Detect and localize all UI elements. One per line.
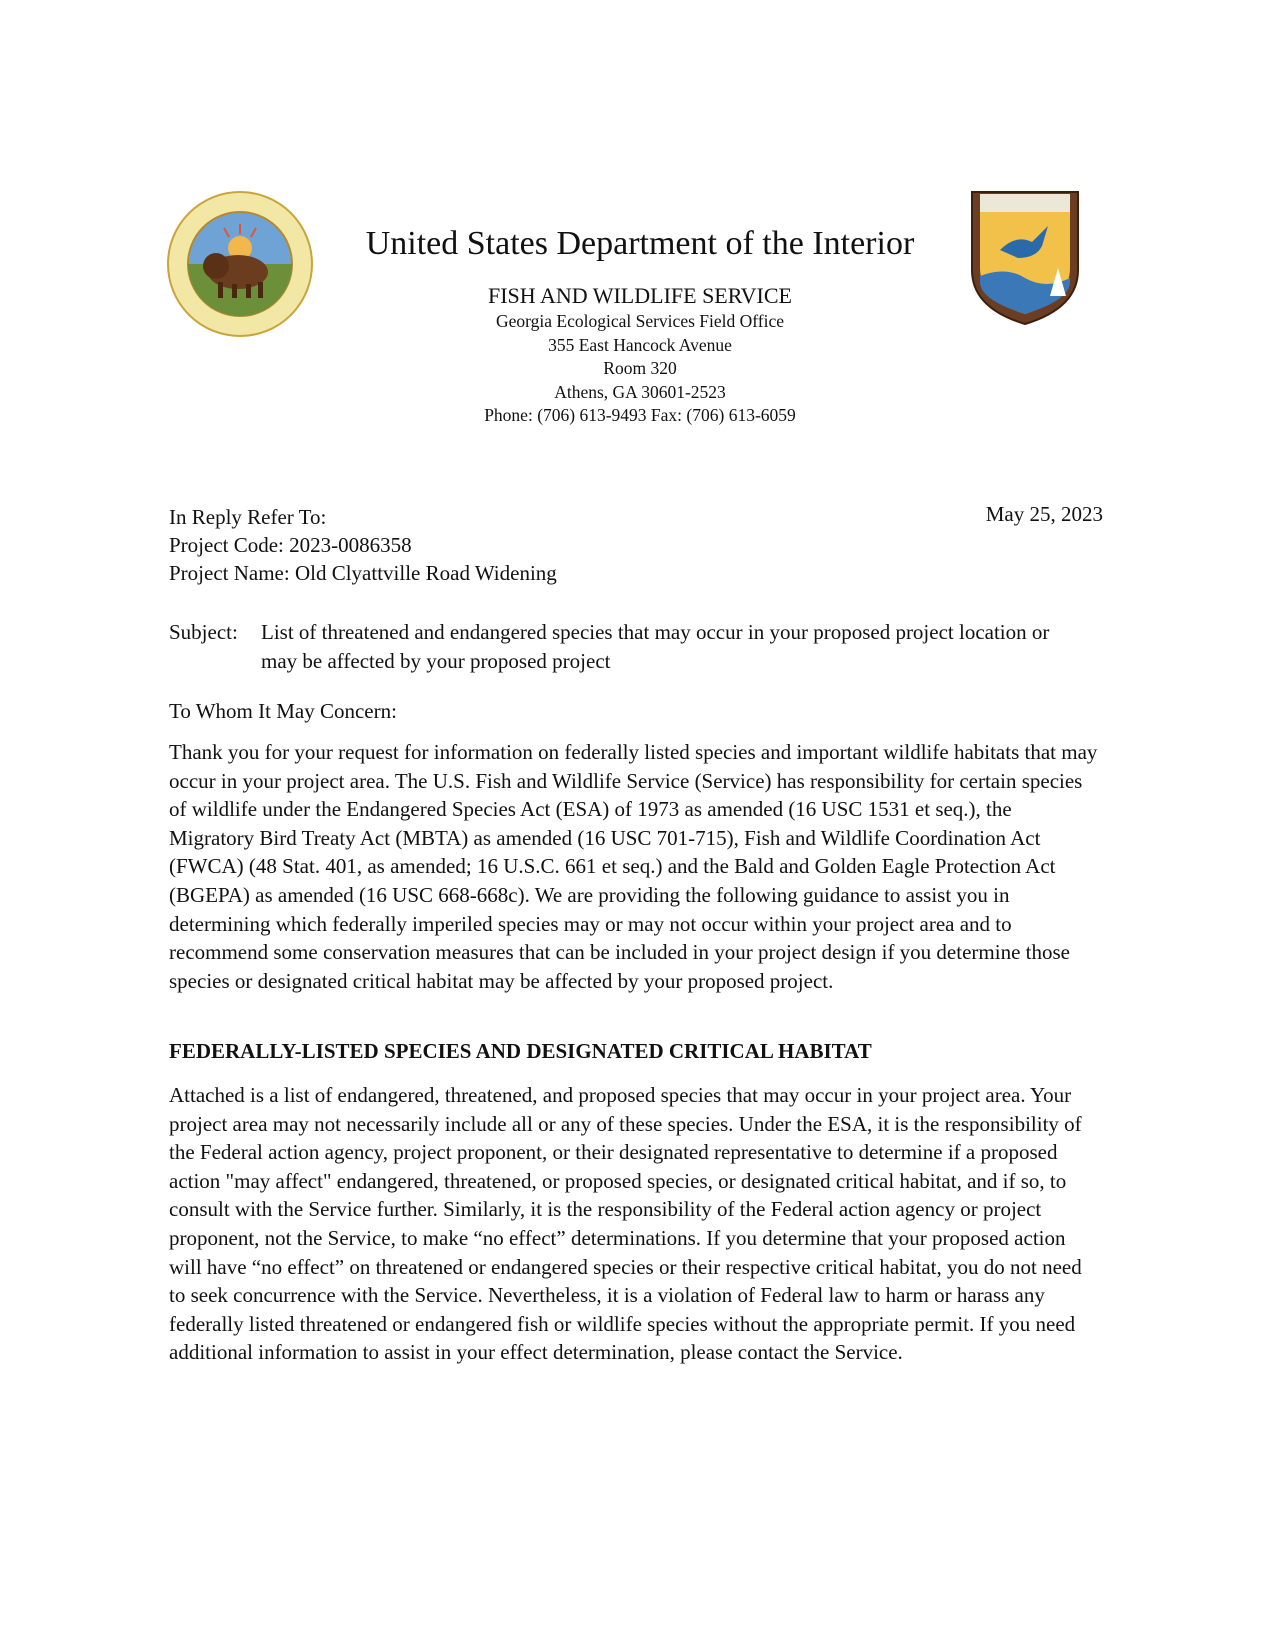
reply-refer-label: In Reply Refer To:	[169, 505, 327, 529]
city-state-zip: Athens, GA 30601-2523	[554, 381, 726, 402]
project-name: Project Name: Old Clyattville Road Widening	[169, 561, 557, 585]
fish-wildlife-service-shield-icon	[966, 186, 1084, 328]
project-code: Project Code: 2023-0086358	[169, 533, 412, 557]
subject-line	[169, 618, 1069, 676]
department-of-interior-seal-icon	[166, 190, 314, 338]
listed-species-paragraph: Attached is a list of endangered, threatened, and proposed species that may occur in your project area. Your project area may not necessarily include all or any of these species. Under the ESA, it is the responsibility of the Federal action agency, project proponent, or their designated representative to determine if a proposed action "may affect" endangered, threatened, or proposed species, or designated critical habitat, and if so, to consult with the Service further. Similarly, it is the responsibility of the Federal action agency or project proponent, not the Service, to make “no effect” determinations. If you determine that your proposed action will have “no effect” on threatened or endangered species or their respective critical habitat, you do not need to seek concurrence with the Service. Nevertheless, it is a violation of Federal law to harm or harass any federally listed threatened or endangered fish or wildlife species without the appropriate permit. If you need additional information to assist in your effect determination, please contact the Service.	[169, 1083, 1082, 1365]
subject-label: Subject:	[169, 620, 238, 644]
office-name: Georgia Ecological Services Field Office	[495, 311, 784, 331]
letter-date: May 25, 2023	[985, 502, 1103, 526]
salutation: To Whom It May Concern:	[169, 699, 397, 723]
room-number: Room 320	[603, 358, 677, 378]
reference-block	[169, 503, 557, 587]
subject-text: List of threatened and endangered species that may occur in your proposed project location or may be affected by your proposed project	[261, 620, 1050, 673]
department-title: United States Department of the Interior	[365, 225, 915, 262]
agency-name: FISH AND WILDLIFE SERVICE	[487, 283, 792, 308]
section-heading: FEDERALLY-LISTED SPECIES AND DESIGNATED CRITICAL HABITAT	[169, 1039, 872, 1063]
intro-paragraph: Thank you for your request for information on federally listed species and important wildlife habitats that may occur in your project area. The U.S. Fish and Wildlife Service (Service) has responsibility for certain species of wildlife under the Endangered Species Act (ESA) of 1973 as amended (16 USC 1531 et seq.), the Migratory Bird Treaty Act (MBTA) as amended (16 USC 701-715), Fish and Wildlife Coordination Act (FWCA) (48 Stat. 401, as amended; 16 U.S.C. 661 et seq.) and the Bald and Golden Eagle Protection Act (BGEPA) as amended (16 USC 668-668c). We are providing the following guidance to assist you in determining which federally imperiled species may or may not occur within your project area and to recommend some conservation measures that can be included in your project design if you determine those species or designated critical habitat may be affected by your proposed project.	[169, 740, 1098, 993]
office-address-block	[380, 282, 900, 428]
phone-fax: Phone: (706) 613-9493 Fax: (706) 613-6059	[484, 405, 796, 425]
street-address: 355 East Hancock Avenue	[548, 334, 732, 355]
